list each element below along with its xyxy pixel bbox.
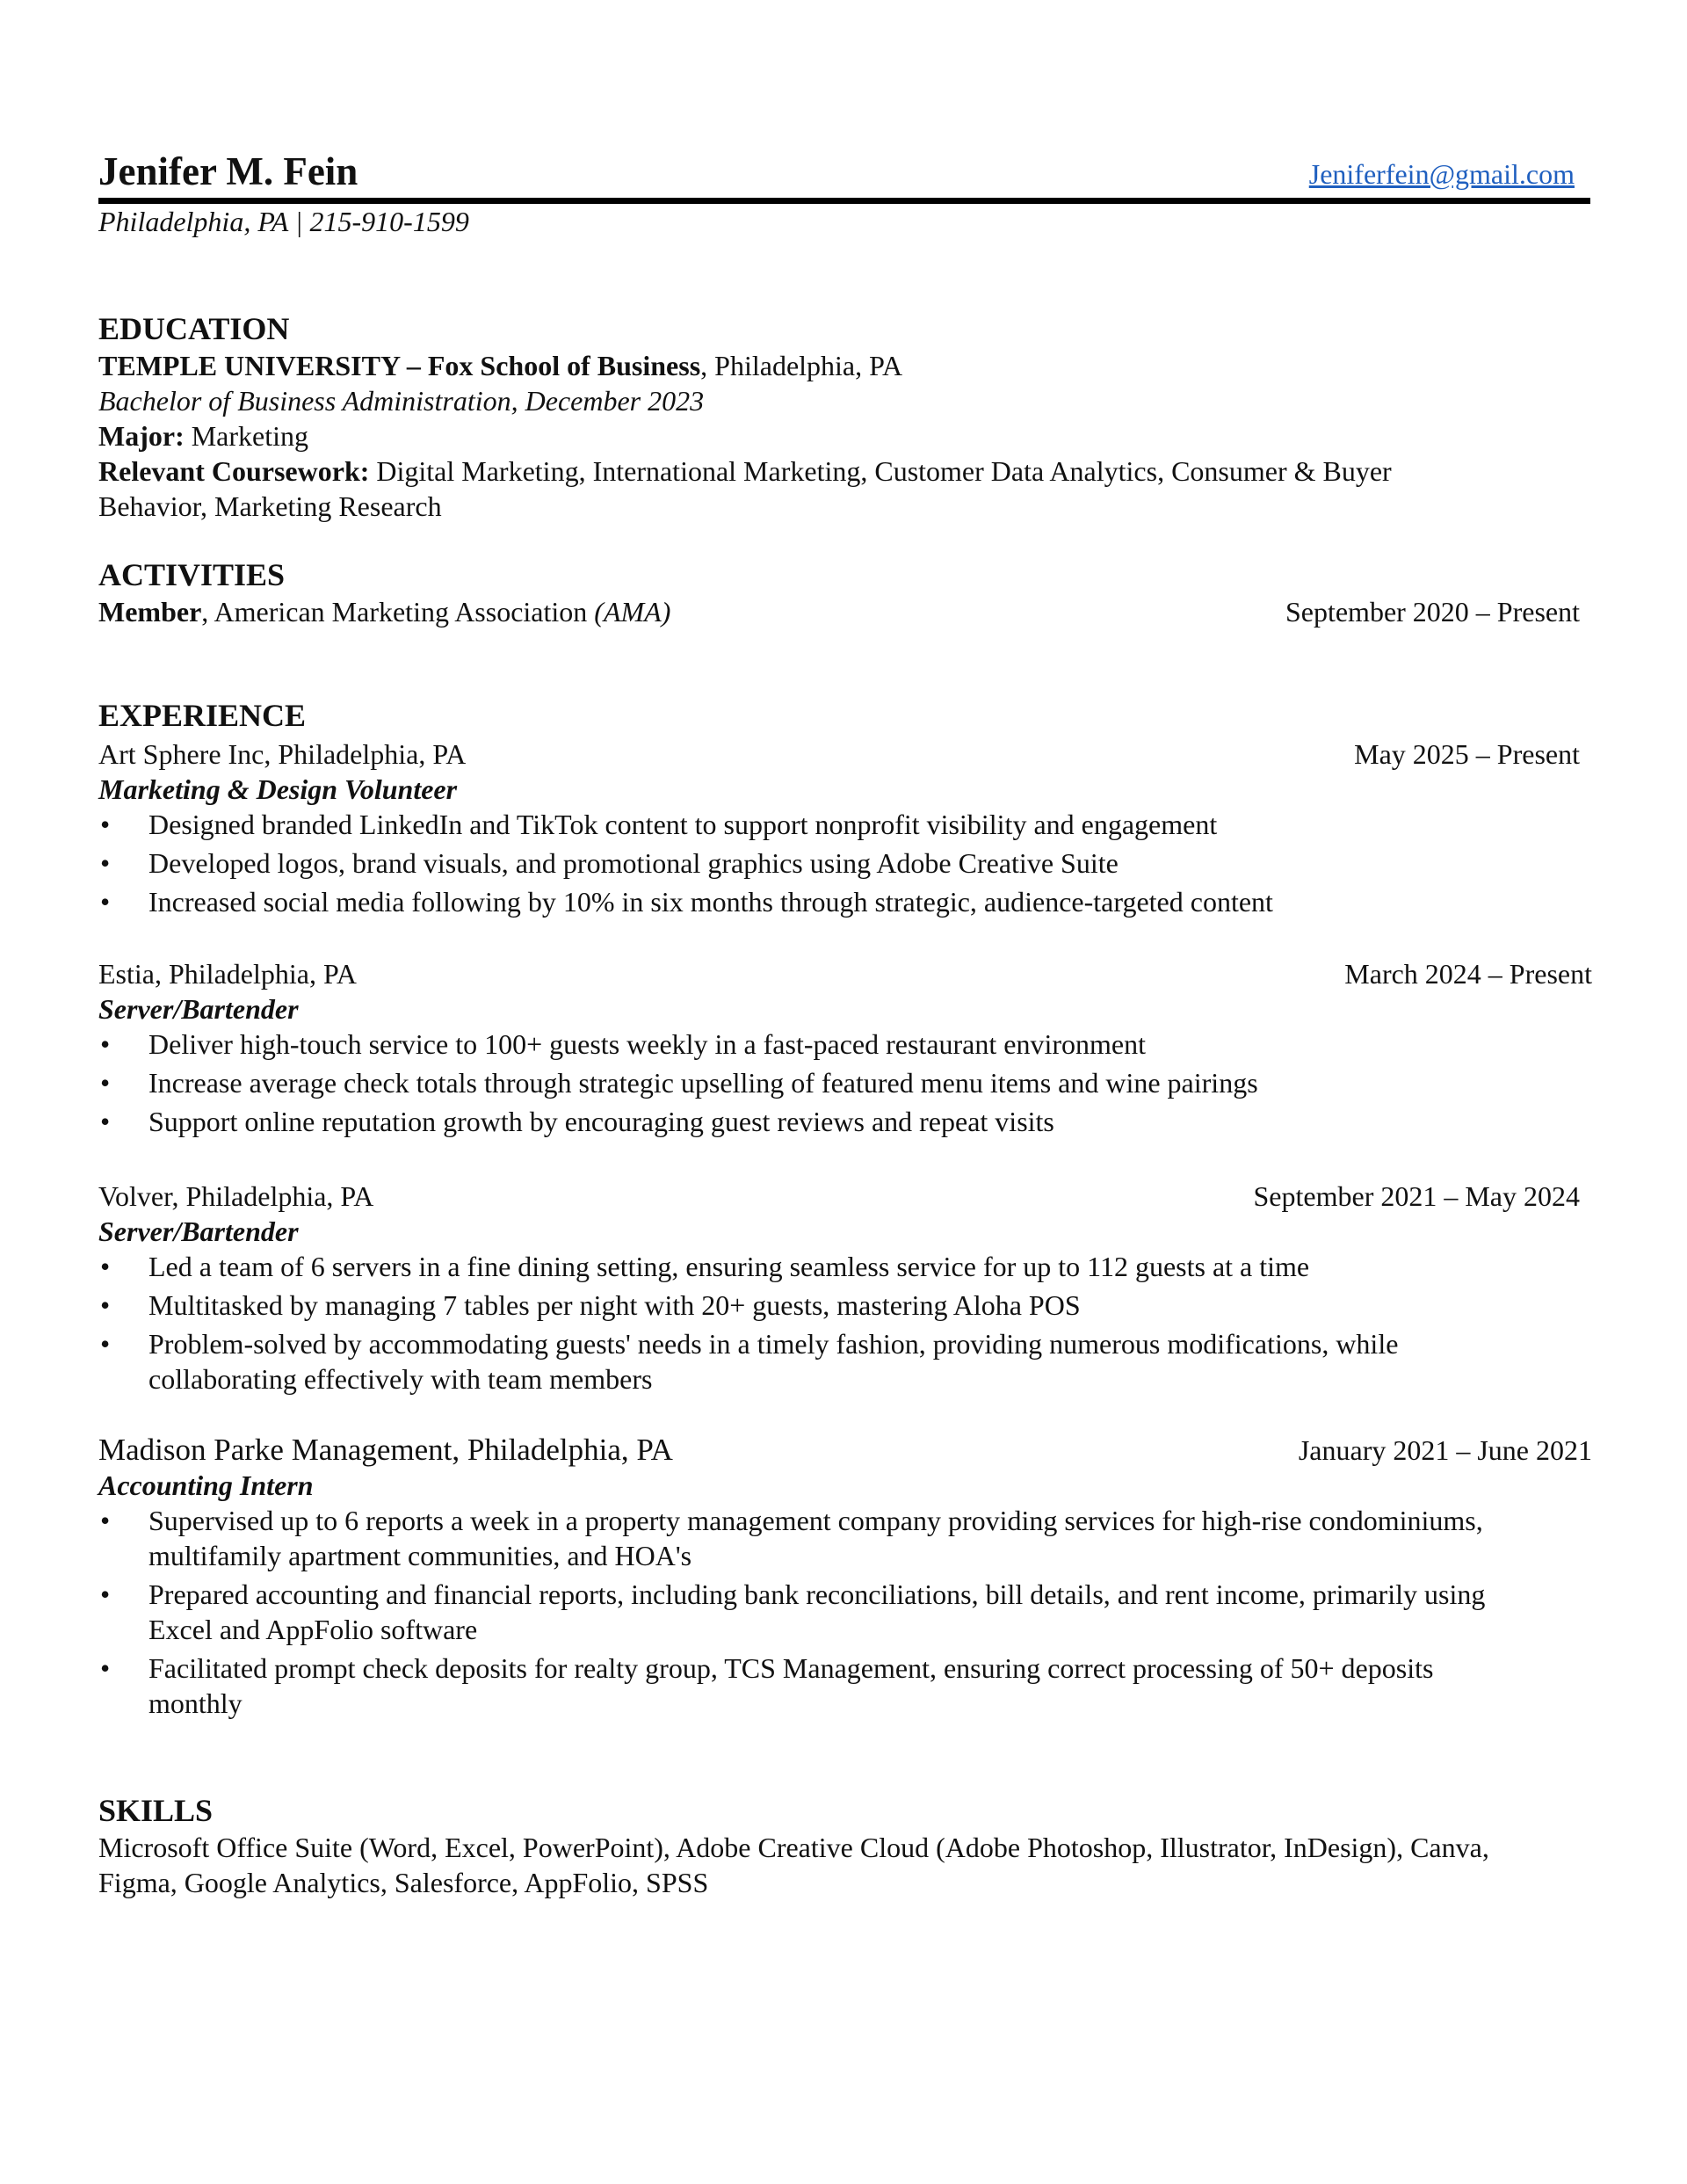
- major-label: Major:: [98, 420, 185, 452]
- experience-heading: EXPERIENCE: [98, 698, 307, 733]
- activity-dates: September 2020 – Present: [1285, 596, 1580, 628]
- job-bullets: [98, 1027, 1592, 1139]
- candidate-name: Jenifer M. Fein: [98, 149, 358, 193]
- activity-org-abbr: (AMA): [594, 596, 671, 628]
- bullet-item: • Increase average check totals through strategic upselling of featured menu items and wine pairings: [98, 1065, 1592, 1100]
- coursework-label: Relevant Coursework:: [98, 455, 370, 487]
- skills-text: Microsoft Office Suite (Word, Excel, PowerPoint), Adobe Creative Cloud (Adobe Photoshop, Illustrator, InDesign), Canva, Figma, Google Analytics, Salesforce, AppFolio, SPSS: [98, 1832, 1489, 1898]
- job-header: [98, 736, 1592, 772]
- major-value: Marketing: [184, 420, 309, 452]
- bullet-item: • Prepared accounting and financial reports, including bank reconciliations, bill details, and rent income, primarily using Excel and AppFolio software: [98, 1577, 1592, 1647]
- job-dates: January 2021 – June 2021: [1298, 1434, 1592, 1466]
- job-header: [98, 1433, 1592, 1468]
- activity-row: [98, 594, 1592, 629]
- activity-role: Member: [98, 596, 202, 628]
- bullet-item: • Developed logos, brand visuals, and promotional graphics using Adobe Creative Suite: [98, 845, 1592, 881]
- school-location: , Philadelphia, PA: [700, 350, 903, 381]
- email-link[interactable]: Jeniferfein@gmail.com: [1308, 158, 1575, 190]
- job-dates: September 2021 – May 2024: [1253, 1180, 1580, 1212]
- degree-line: Bachelor of Business Administration, December 2023: [98, 385, 705, 417]
- bullet-item: • Support online reputation growth by encouraging guest reviews and repeat visits: [98, 1104, 1592, 1139]
- skills-heading: SKILLS: [98, 1793, 214, 1828]
- job-employer: Madison Parke Management, Philadelphia, PA: [98, 1433, 673, 1467]
- job-estia: [98, 956, 1592, 1143]
- job-bullets: [98, 1249, 1592, 1397]
- major-line: [98, 418, 1592, 453]
- job-header: [98, 1179, 1592, 1214]
- job-art-sphere: [98, 736, 1592, 923]
- bullet-item: • Supervised up to 6 reports a week in a property management company providing services for high-rise condominiums, multifamily apartment communities, and HOA's: [98, 1503, 1592, 1573]
- job-employer: Volver, Philadelphia, PA: [98, 1180, 374, 1212]
- bullet-item: • Increased social media following by 10% in six months through strategic, audience-targeted content: [98, 884, 1592, 919]
- job-title: Server/Bartender: [98, 993, 299, 1025]
- job-title: Accounting Intern: [98, 1469, 314, 1501]
- job-dates: March 2024 – Present: [1344, 958, 1592, 990]
- job-dates: May 2025 – Present: [1354, 738, 1580, 770]
- bullet-item: • Deliver high-touch service to 100+ guests weekly in a fast-paced restaurant environment: [98, 1027, 1592, 1062]
- contact-line: Philadelphia, PA | 215-910-1599: [98, 206, 469, 237]
- bullet-item: • Multitasked by managing 7 tables per night with 20+ guests, mastering Aloha POS: [98, 1288, 1592, 1323]
- coursework-value: Digital Marketing, International Marketing, Customer Data Analytics, Consumer & Buyer Behavior, Marketing Research: [98, 455, 1392, 522]
- bullet-item: • Facilitated prompt check deposits for realty group, TCS Management, ensuring correct processing of 50+ deposits monthly: [98, 1651, 1592, 1721]
- activities-heading: ACTIVITIES: [98, 557, 286, 592]
- activities-section: [98, 555, 1592, 629]
- coursework-line: [98, 453, 1504, 524]
- activity-org: , American Marketing Association: [201, 596, 595, 628]
- job-volver: [98, 1179, 1592, 1400]
- job-header: [98, 956, 1592, 991]
- job-madison-parke: [98, 1433, 1592, 1724]
- bullet-item: • Led a team of 6 servers in a fine dining setting, ensuring seamless service for up to 112 guests at a time: [98, 1249, 1592, 1284]
- education-section: [98, 309, 1592, 524]
- skills-section: [98, 1791, 1592, 1900]
- school-name: TEMPLE UNIVERSITY – Fox School of Business: [98, 350, 701, 381]
- bullet-item: • Designed branded LinkedIn and TikTok content to support nonprofit visibility and engagement: [98, 807, 1592, 842]
- education-heading: EDUCATION: [98, 311, 290, 346]
- job-employer: Estia, Philadelphia, PA: [98, 958, 357, 990]
- job-bullets: [98, 1503, 1592, 1721]
- activity-description: [98, 594, 670, 629]
- job-title: Server/Bartender: [98, 1215, 299, 1247]
- school-line: [98, 348, 1592, 383]
- experience-section: [98, 696, 1592, 735]
- header-rule: [98, 198, 1590, 204]
- job-employer: Art Sphere Inc, Philadelphia, PA: [98, 738, 467, 770]
- job-bullets: [98, 807, 1592, 919]
- bullet-item: • Problem-solved by accommodating guests' needs in a timely fashion, providing numerous modifications, while collaborating effectively with team members: [98, 1326, 1592, 1397]
- job-title: Marketing & Design Volunteer: [98, 773, 458, 805]
